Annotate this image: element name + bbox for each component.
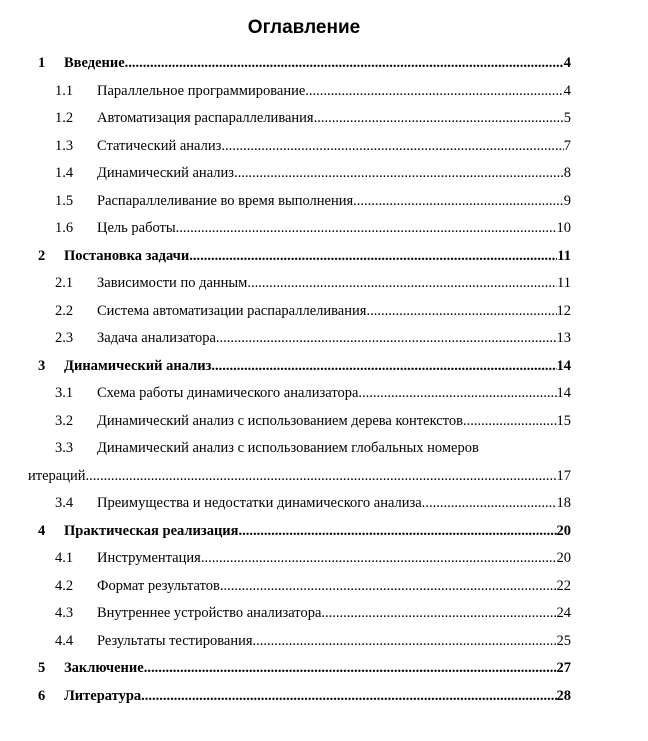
toc-page-number: 10: [556, 220, 571, 236]
toc-subsection-4-4[interactable]: [0, 628, 648, 656]
toc-title: Оглавление: [247, 17, 361, 38]
dot-leader: [89, 463, 556, 491]
dot-leader: [211, 353, 556, 381]
toc-entry-title: Литература: [64, 687, 142, 704]
toc-number: 4.1: [55, 550, 74, 566]
toc-subsection-3-3[interactable]: [0, 435, 648, 463]
toc-number: 1.1: [55, 82, 74, 99]
toc-page-number: 22: [556, 577, 571, 594]
toc-page-number: 12: [556, 302, 571, 319]
toc-page-number: 9: [563, 192, 571, 209]
toc-page-number: 15: [556, 412, 571, 429]
toc-number: 1.5: [55, 192, 74, 209]
toc-number: 3.1: [55, 385, 74, 401]
toc-entry-title-line2: итераций.: [28, 467, 90, 484]
toc-subsection-1-4[interactable]: [0, 160, 648, 188]
toc-entry-title: Заключение: [64, 660, 144, 676]
dot-leader: [358, 380, 556, 408]
toc-section-4[interactable]: [0, 518, 648, 546]
toc-entry-title: Динамический анализ: [64, 357, 212, 374]
toc-subsection-1-3[interactable]: [0, 133, 648, 161]
toc-subsection-4-3[interactable]: [0, 600, 648, 628]
dot-leader: [425, 490, 556, 518]
dot-leader: [353, 188, 564, 216]
toc-page-number: 11: [557, 275, 571, 291]
toc-number: 1.4: [55, 165, 74, 181]
toc-section-5[interactable]: [0, 655, 648, 683]
toc-section-3[interactable]: [0, 353, 648, 381]
toc-entry-title: Статический анализ: [97, 137, 222, 154]
dot-leader: [216, 325, 557, 353]
dot-leader: [314, 105, 564, 133]
toc-entry-title: Цель работы: [97, 220, 176, 236]
dot-leader: [321, 600, 556, 628]
toc-entry-title: Распараллеливание во время выполнения: [97, 192, 354, 209]
toc-subsection-2-3[interactable]: [0, 325, 648, 353]
toc-subsection-3-2[interactable]: [0, 408, 648, 436]
dot-leader: [144, 655, 557, 683]
toc-entry-title: Внутреннее устройство анализатора: [97, 605, 322, 621]
toc-number: 1.6: [55, 220, 74, 236]
toc-subsection-3-3-continued[interactable]: [0, 463, 648, 491]
toc-number: 4.4: [55, 632, 74, 649]
dot-leader: [366, 298, 556, 326]
toc-entry-title: Введение: [64, 55, 125, 71]
toc-page-number: 24: [556, 605, 571, 621]
dot-leader: [305, 78, 563, 106]
dot-leader: [125, 50, 564, 78]
toc-subsection-2-2[interactable]: [0, 298, 648, 326]
toc-subsection-2-1[interactable]: [0, 270, 648, 298]
toc-subsection-1-1[interactable]: [0, 78, 648, 106]
dot-leader: [239, 518, 557, 546]
toc-section-1[interactable]: [0, 50, 648, 78]
toc-number: 4.3: [55, 605, 74, 621]
toc-page-number: 8: [563, 165, 571, 181]
toc-number: 2: [38, 247, 46, 264]
toc-number: 4: [38, 522, 46, 539]
dot-leader: [189, 243, 557, 271]
dot-leader: [234, 160, 564, 188]
toc-entry-title: Формат результатов: [97, 577, 220, 594]
dot-leader: [247, 270, 557, 298]
toc-number: 1.3: [55, 137, 74, 154]
dot-leader: [201, 545, 557, 573]
toc-page-number: 17: [556, 467, 571, 484]
toc-subsection-3-1[interactable]: [0, 380, 648, 408]
toc-subsection-3-4[interactable]: [0, 490, 648, 518]
toc-number: 3.4: [55, 495, 74, 511]
toc-entry-title: Преимущества и недостатки динамического анализа.: [97, 495, 426, 511]
toc-subsection-4-1[interactable]: [0, 545, 648, 573]
table-of-contents: [0, 50, 648, 710]
toc-page-number: 14: [556, 357, 571, 374]
toc-subsection-4-2[interactable]: [0, 573, 648, 601]
dot-leader: [176, 215, 557, 243]
toc-number: 1: [38, 55, 46, 71]
toc-entry-title: Система автоматизации распараллеливания: [97, 302, 367, 319]
toc-number: 6: [38, 687, 46, 704]
toc-number: 2.1: [55, 275, 74, 291]
toc-page-number: 7: [563, 137, 571, 154]
toc-number: 3.2: [55, 412, 74, 429]
toc-page-number: 5: [563, 110, 571, 126]
toc-page-number: 20: [556, 522, 571, 539]
toc-number: 2.3: [55, 330, 74, 346]
toc-entry-title: Задача анализатора: [97, 330, 216, 346]
toc-subsection-1-2[interactable]: [0, 105, 648, 133]
toc-entry-title-line1: Динамический анализ с использованием глобальных номеров: [97, 440, 479, 456]
toc-number: 4.2: [55, 577, 74, 594]
toc-page-number: 28: [556, 687, 571, 704]
toc-page-number: 20: [556, 550, 571, 566]
toc-subsection-1-5[interactable]: [0, 188, 648, 216]
dot-leader: [253, 628, 557, 656]
toc-page-number: 4: [563, 55, 571, 71]
toc-page-number: 25: [556, 632, 571, 649]
dot-leader: [463, 408, 557, 436]
toc-page-number: 18: [556, 495, 571, 511]
toc-number: 3: [38, 357, 46, 374]
toc-entry-title: Автоматизация распараллеливания: [97, 110, 314, 126]
toc-page-number: 14: [556, 385, 571, 401]
toc-entry-title: Практическая реализация: [64, 522, 239, 539]
dot-leader: [221, 133, 563, 161]
toc-page-number: 11: [557, 247, 571, 264]
toc-number: 3.3: [55, 440, 74, 456]
dot-leader: [220, 573, 557, 601]
toc-entry-title: Динамический анализ: [97, 165, 234, 181]
toc-section-6[interactable]: [0, 683, 648, 711]
toc-entry-title: Динамический анализ с использованием дерева контекстов: [97, 412, 463, 429]
toc-section-2[interactable]: [0, 243, 648, 271]
toc-entry-title: Постановка задачи: [64, 247, 190, 264]
toc-page-number: 4: [563, 82, 571, 99]
toc-number: 1.2: [55, 110, 74, 126]
toc-subsection-1-6[interactable]: [0, 215, 648, 243]
dot-leader: [141, 683, 556, 711]
toc-entry-title: Инструментация: [97, 550, 201, 566]
toc-entry-title: Зависимости по данным: [97, 275, 248, 291]
toc-number: 2.2: [55, 302, 74, 319]
toc-number: 5: [38, 660, 46, 676]
toc-page-number: 13: [556, 330, 571, 346]
toc-page-number: 27: [556, 660, 571, 676]
toc-entry-title: Схема работы динамического анализатора: [97, 385, 359, 401]
toc-entry-title: Параллельное программирование: [97, 82, 306, 99]
toc-entry-title: Результаты тестирования: [97, 632, 253, 649]
